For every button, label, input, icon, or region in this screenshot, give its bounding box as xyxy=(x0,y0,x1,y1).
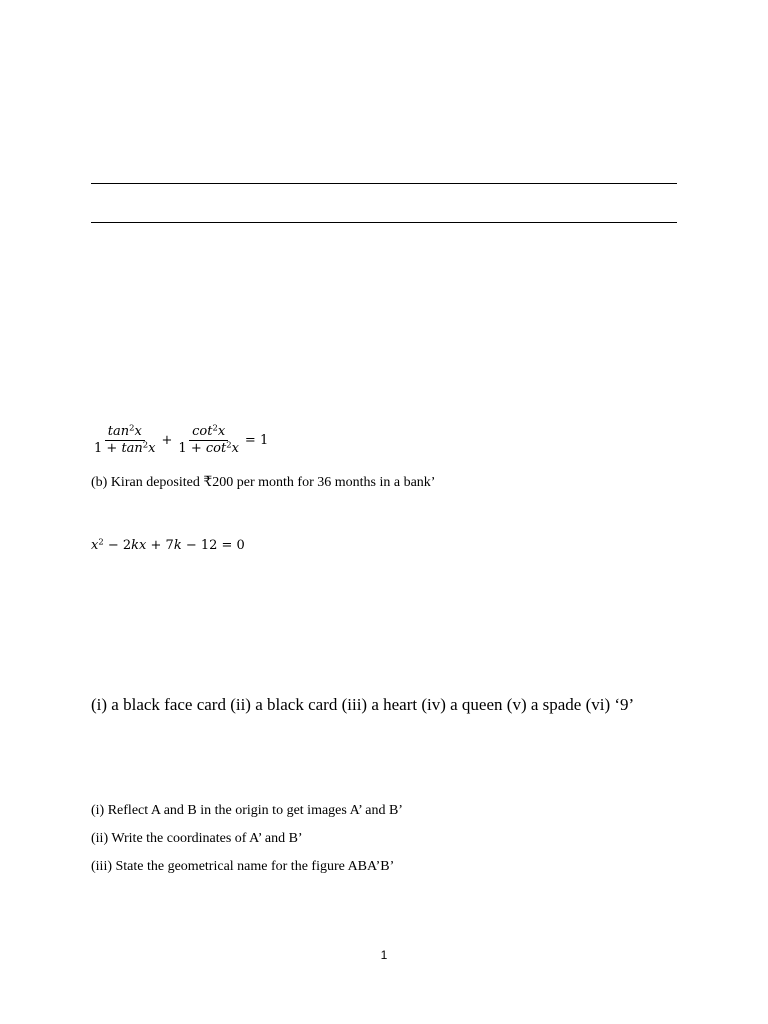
trig-identity-equation xyxy=(91,424,271,458)
question-b-text: (b) Kiran deposited ₹200 per month for 36 months in a bank’ xyxy=(91,475,436,490)
geometry-item-2: (ii) Write the coordinates of A’ and B’ xyxy=(91,831,303,846)
bottom-rule xyxy=(91,222,677,223)
plus-sign: + xyxy=(161,433,173,449)
quadratic-equation: $x^2 - 2kx + 7k - 12 = 0$ xyxy=(91,536,245,553)
fraction-tan-numerator: $\tan^2x$ xyxy=(105,424,145,441)
equals-one: = 1 xyxy=(244,433,269,449)
fraction-tan-denominator: $1 + \tan^2x$ xyxy=(94,439,156,457)
fraction-cot-denominator: $1 + \cot^2x$ xyxy=(178,439,239,457)
top-rule xyxy=(91,183,677,184)
geometry-item-3: (iii) State the geometrical name for the figure ABA’B’ xyxy=(91,859,395,874)
card-options-text: (i) a black face card (ii) a black card (iii) a heart (iv) a queen (v) a spade (vi) ‘9’ xyxy=(91,695,635,714)
fraction-cot xyxy=(175,424,242,458)
page-number: 1 xyxy=(380,948,388,962)
fraction-cot-numerator: $\cot^2x$ xyxy=(189,424,228,441)
geometry-item-1: (i) Reflect A and B in the origin to get images A’ and B’ xyxy=(91,803,403,818)
fraction-tan xyxy=(91,424,159,458)
